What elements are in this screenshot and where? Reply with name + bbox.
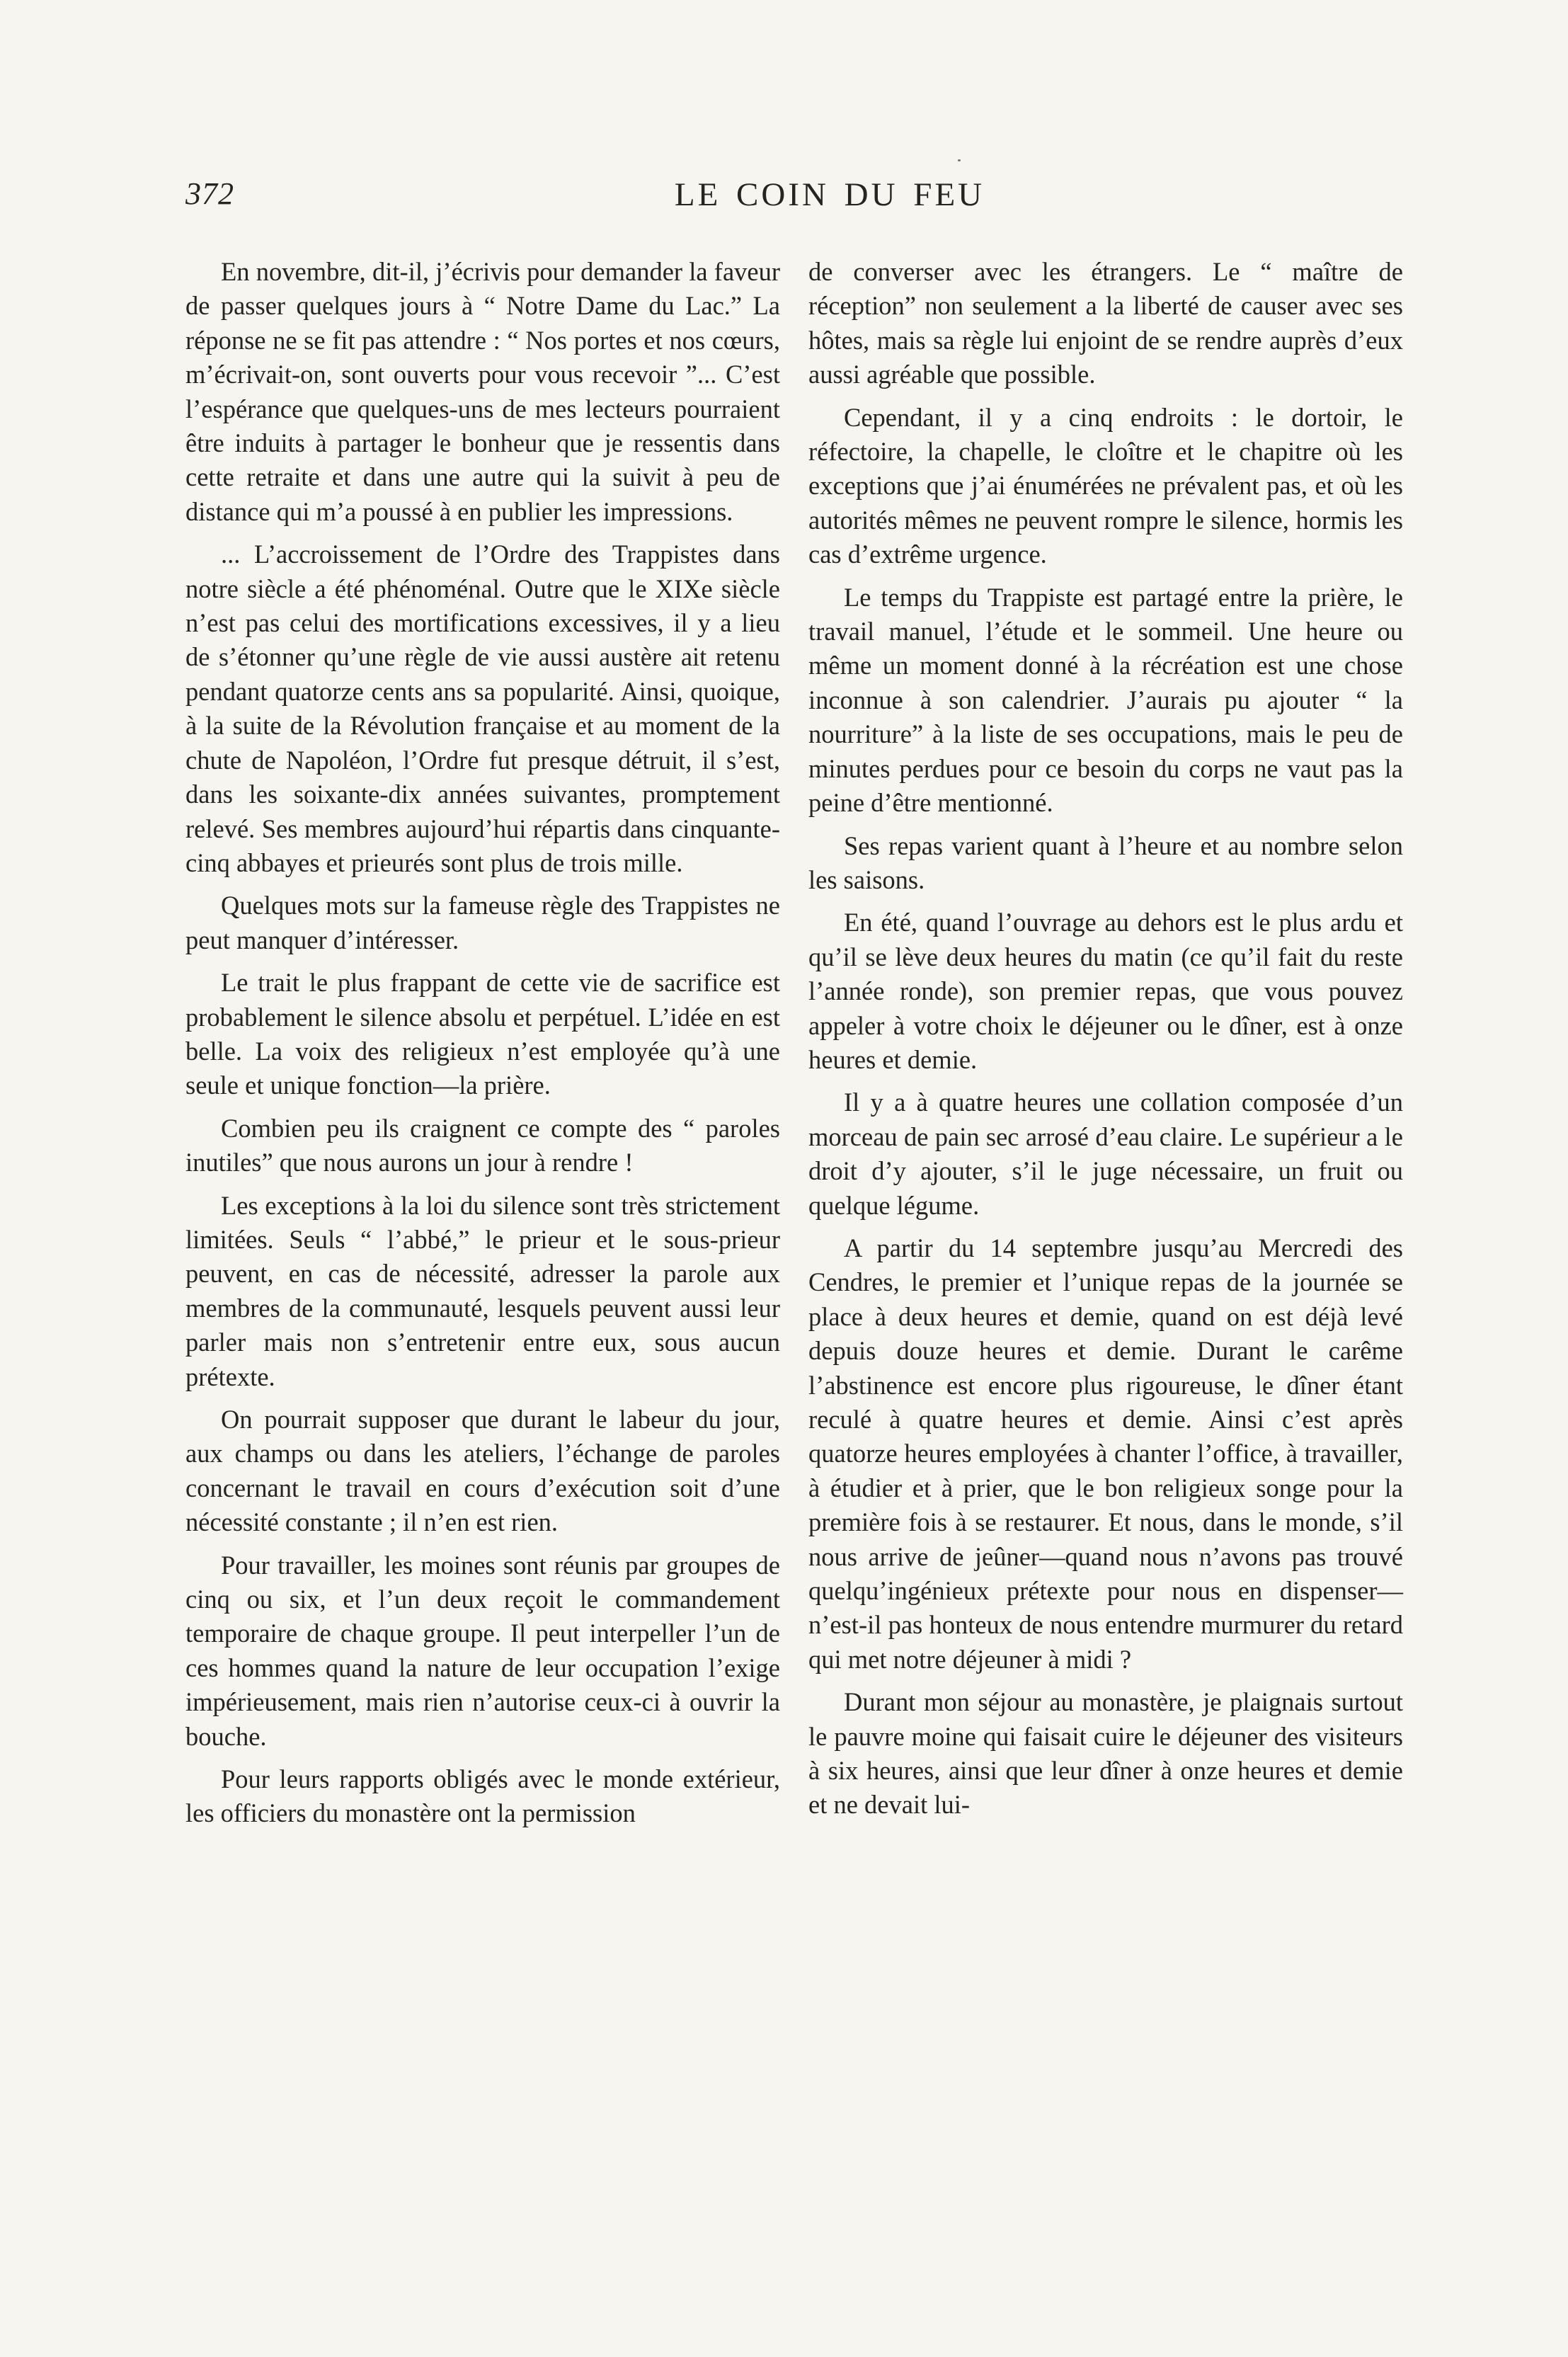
paragraph: Pour travailler, les moines sont réunis par groupes de cinq ou six, et l’un deux reçoit le commandement temporaire de chaque groupe. Il peut interpeller l’un de ces hommes quand la nature de leur occupation l’exige impérieusement, mais rien n’autorise ceux-ci à ouvrir la bouche. bbox=[185, 1550, 780, 1751]
paragraph: Il y a à quatre heures une collation composée d’un morceau de pain sec arrosé d’eau claire. Le supérieur a le droit d’y ajouter, s’il le juge nécessaire, un fruit ou quelque légume. bbox=[808, 1088, 1403, 1220]
page-number: 372 bbox=[185, 176, 234, 211]
paragraph: A partir du 14 septembre jusqu’au Mercredi des Cendres, le premier et l’unique repas de la journée se place à deux heures et demie, quand on est déjà levé depuis douze heures et demie. Durant le carême l’abstinence est encore plus rigoureuse, le dîner étant reculé à quatre heures et demie. Ainsi c’est après quatorze heures employées à chanter l’office, à travailler, à étudier et à prier, que le bon religieux songe pour la première fois à se restaurer. Et nous, dans le monde, s’il nous arrive de jeûner—quand nous n’avons pas trouvé quelqu’ingénieux prétexte pour nous en dispenser—n’est-il pas honteux de nous entendre murmurer du retard qui met notre déjeuner à midi ? bbox=[808, 1233, 1403, 1674]
paragraph: Quelques mots sur la fameuse règle des Trappistes ne peut manquer d’intéresser. bbox=[185, 891, 780, 954]
print-speck bbox=[958, 159, 961, 161]
paragraph: On pourrait supposer que durant le labeur du jour, aux champs ou dans les ateliers, l’échange de paroles concernant le travail en cours d’exécution soit d’une nécessité constante ; il n’en est rien. bbox=[185, 1405, 780, 1537]
paragraph: Cependant, il y a cinq endroits : le dortoir, le réfectoire, la chapelle, le cloître et le chapitre où les exceptions que j’ai énumérées ne prévalent pas, et où les autorités mêmes ne peuvent rompre le silence, hormis les cas d’extrême urgence. bbox=[808, 402, 1403, 569]
paragraph: En été, quand l’ouvrage au dehors est le plus ardu et qu’il se lève deux heures du matin (ce qu’il fait du reste l’année ronde), son premier repas, que vous pouvez appeler à votre choix le déjeuner ou le dîner, est à onze heures et demie. bbox=[808, 908, 1403, 1074]
paragraph: En novembre, dit-il, j’écrivis pour demander la faveur de passer quelques jours à “ Notre Dame du Lac.” La réponse ne se fit pas attendre : “ Nos portes et nos cœurs, m’écrivait-on, sont ouverts pour vous recevoir ”... C’est l’espérance que quelques-uns de mes lecteurs pourraient être induits à partager le bonheur que je ressentis dans cette retraite et dans une autre qui la suivit à peu de distance qui m’a poussé à en publier les impressions. bbox=[185, 257, 780, 526]
paragraph: Durant mon séjour au monastère, je plaignais surtout le pauvre moine qui faisait cuire le déjeuner des visiteurs à six heures, ainsi que leur dîner à onze heures et demie et ne devait lui- bbox=[808, 1687, 1403, 1820]
paragraph: Le temps du Trappiste est partagé entre la prière, le travail manuel, l’étude et le sommeil. Une heure ou même un moment donné à la récréation est une chose inconnue à son calendrier. J’aurais pu ajouter “ la nourriture” à la liste de ses occupations, mais le peu de minutes perdues pour ce besoin du corps ne vaut pas la peine d’être mentionné. bbox=[808, 582, 1403, 818]
paragraph: Le trait le plus frappant de cette vie de sacrifice est probablement le silence absolu et perpétuel. L’idée en est belle. La voix des religieux n’est employée qu’à une seule et unique fonction—la prière. bbox=[185, 968, 780, 1100]
paragraph: ... L’accroissement de l’Ordre des Trappistes dans notre siècle a été phénoménal. Outre que le XIXe siècle n’est pas celui des mortifications excessives, il y a lieu de s’étonner qu’une règle de vie aussi austère ait retenu pendant quatorze cents ans sa popularité. Ainsi, quoique, à la suite de la Révolution française et au moment de la chute de Napoléon, l’Ordre fut presque détruit, il s’est, dans les soixante-dix années suivantes, promptement relevé. Ses membres aujourd’hui répartis dans cinquante-cinq abbayes et prieurés sont plus de trois mille. bbox=[185, 540, 780, 877]
right-column bbox=[808, 255, 1403, 1831]
running-title: LE COIN DU FEU bbox=[674, 176, 985, 213]
paragraph: Ses repas varient quant à l’heure et au nombre selon les saisons. bbox=[808, 831, 1403, 894]
left-column bbox=[185, 255, 780, 1839]
page-header bbox=[185, 176, 1474, 225]
paragraph: Pour leurs rapports obligés avec le monde extérieur, les officiers du monastère ont la permission bbox=[185, 1764, 780, 1828]
paragraph: Combien peu ils craignent ce compte des “ paroles inutiles” que nous aurons un jour à rendre ! bbox=[185, 1113, 780, 1177]
paragraph-continued: de converser avec les étrangers. Le “ maître de réception” non seulement a la liberté de causer avec ses hôtes, mais sa règle lui enjoint de se rendre auprès d’eux aussi agréable que possible. bbox=[808, 257, 1403, 389]
paragraph: Les exceptions à la loi du silence sont très strictement limitées. Seuls “ l’abbé,” le prieur et le sous-prieur peuvent, en cas de nécessité, adresser la parole aux membres de la communauté, lesquels peuvent aussi leur parler mais non s’entretenir entre eux, sous aucun prétexte. bbox=[185, 1190, 780, 1391]
